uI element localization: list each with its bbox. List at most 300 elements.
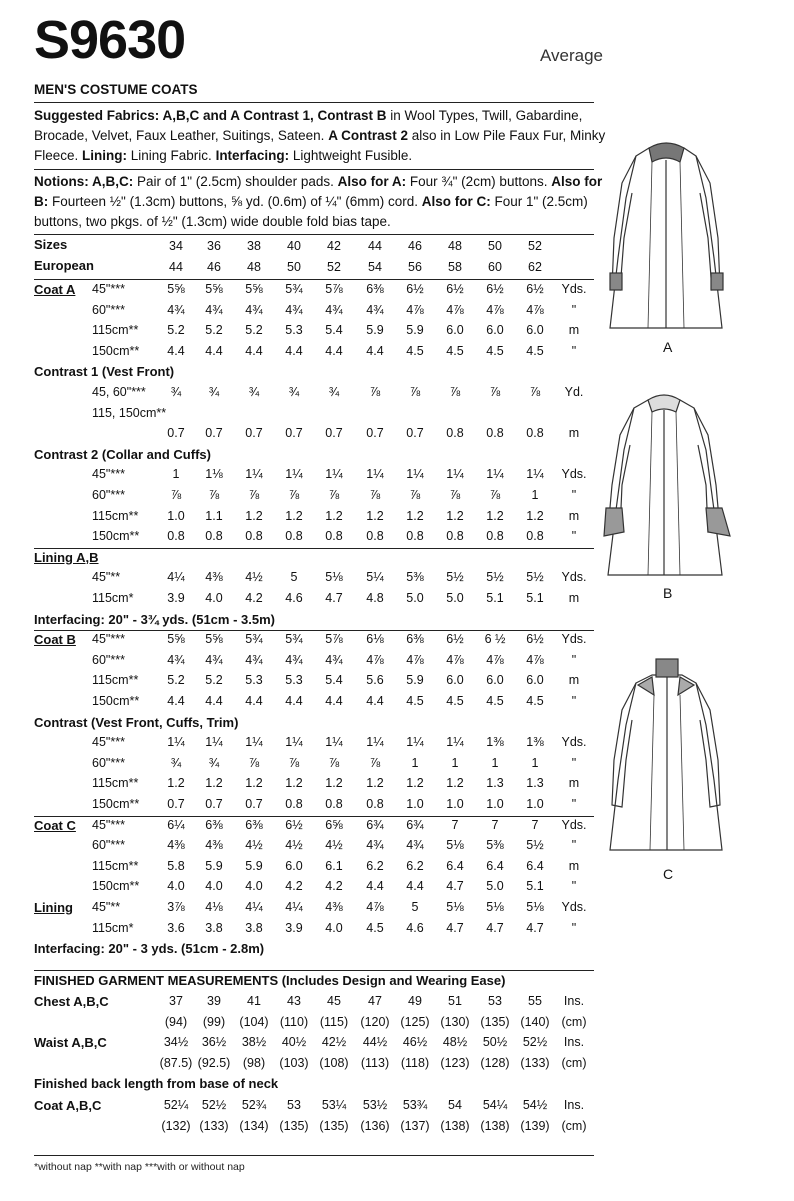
unit-label: Yds.	[561, 735, 587, 750]
yardage-cell: 7	[531, 817, 539, 832]
yardage-cell: 4½	[325, 838, 343, 853]
yardage-cell: 5	[411, 900, 419, 914]
unit-label: m	[568, 858, 580, 873]
yardage-cell: 4.0	[205, 591, 223, 605]
yardage-cell: 4⅞	[406, 652, 424, 667]
yardage-cell: 1	[451, 755, 459, 770]
yardage-cell: 5.2	[205, 673, 223, 688]
yardage-cell: 0.7	[167, 797, 185, 811]
yardage-cell: 0.8	[446, 529, 464, 544]
size-cell: 44	[368, 239, 382, 253]
yardage-cell: 5¾	[285, 282, 303, 296]
yardage-cell: 4.4	[245, 343, 263, 358]
unit-label: Ins.	[563, 1098, 585, 1112]
yardage-cell: 4.5	[446, 343, 464, 358]
yardage-cell: 6.0	[486, 673, 504, 688]
fabric-width: 115cm**	[92, 776, 139, 791]
yardage-cell: 0.8	[325, 797, 343, 811]
yardage-cell: 4⅞	[446, 302, 464, 317]
yardage-cell: 5.3	[285, 673, 303, 688]
yardage-cell: 4¾	[167, 302, 185, 317]
yardage-cell: 6.4	[446, 858, 464, 873]
fabrics-line-2: Brocade, Velvet, Faux Leather, Suitings, Sateen. A Contrast 2 also in Low Pile Faux Fur, Minky	[34, 128, 606, 143]
european-size-cell: 54	[368, 260, 382, 274]
yardage-cell: 4.7	[446, 879, 464, 894]
yardage-cell: 1.2	[325, 776, 343, 791]
yardage-cell: 3.9	[167, 591, 185, 605]
view-c-label: C	[663, 866, 674, 882]
unit-label: "	[571, 652, 577, 667]
yardage-cell: 4.5	[486, 343, 504, 358]
european-size-cell: 44	[169, 260, 183, 274]
measurement-cell: (108)	[319, 1055, 349, 1070]
yardage-cell: 4¾	[245, 652, 263, 667]
measurement-cell: (120)	[360, 1014, 390, 1029]
finished-measurements-heading: FINISHED GARMENT MEASUREMENTS (Includes Design and Wearing Ease)	[34, 973, 506, 988]
yardage-cell: 4¾	[285, 302, 303, 317]
measurement-cell: 53	[488, 994, 502, 1008]
yardage-cell: 5¾	[245, 632, 263, 647]
divider	[34, 816, 594, 817]
yardage-cell: 1.2	[406, 508, 424, 523]
yardage-cell: 5¼	[366, 570, 384, 585]
yardage-cell: 1¼	[285, 467, 303, 482]
fabric-width: 60"***	[92, 302, 125, 317]
yardage-cell: 4.4	[366, 694, 384, 708]
size-cell: 34	[169, 239, 183, 253]
fabric-width: 60"***	[92, 488, 125, 502]
yardage-cell: 4.4	[167, 343, 185, 358]
yardage-cell: 0.7	[205, 797, 223, 811]
yardage-cell: ¾	[288, 385, 300, 399]
measurement-cell: (133)	[199, 1119, 229, 1133]
fabric-width: 60"***	[92, 838, 125, 853]
divider	[34, 102, 594, 103]
yardage-cell: 6.0	[526, 323, 544, 338]
unit-label: m	[568, 673, 580, 688]
yardage-cell: 0.8	[486, 426, 504, 441]
unit-label: "	[571, 343, 577, 358]
measurement-cell: 54½	[522, 1098, 548, 1112]
measurement-label: Waist A,B,C	[34, 1035, 107, 1050]
measurement-cell: 50½	[482, 1035, 508, 1049]
yardage-cell: 5.2	[205, 323, 223, 338]
yardage-cell: 0.7	[245, 797, 263, 811]
yardage-cell: 1.0	[406, 797, 424, 811]
yardage-cell: 6¾	[366, 817, 384, 832]
yardage-cell: 5⅜	[406, 570, 424, 585]
yardage-cell: 4.4	[205, 694, 223, 708]
measurement-cell: (128)	[480, 1055, 510, 1070]
fabric-width: 115cm*	[92, 591, 134, 605]
yardage-cell: 5.9	[205, 858, 223, 873]
yardage-cell: 0.8	[366, 797, 384, 811]
yardage-cell: 5.1	[526, 879, 544, 894]
yardage-cell: 1¼	[167, 735, 185, 750]
yardage-cell: 1.0	[486, 797, 504, 811]
yardage-cell: 1.3	[486, 776, 504, 791]
yardage-cell: 1.0	[446, 797, 464, 811]
yardage-cell: 5.3	[285, 323, 303, 338]
notions-line-3: buttons, two pkgs. of ½" (1.3cm) wide double fold bias tape.	[34, 214, 391, 229]
measurement-cell: 44½	[362, 1035, 388, 1049]
fabric-width: 45"**	[92, 900, 121, 914]
yardage-cell: 4.4	[325, 694, 343, 708]
yardage-cell: 5⅝	[245, 282, 263, 296]
yardage-cell: 5⅞	[325, 282, 343, 296]
yardage-cell: 1.2	[285, 508, 303, 523]
yardage-cell: 4.0	[325, 920, 343, 935]
yardage-cell: 4.5	[526, 694, 544, 708]
yardage-cell: 0.7	[325, 426, 343, 441]
unit-label: Yd.	[564, 385, 584, 399]
yardage-cell: 4.4	[325, 343, 343, 358]
size-cell: 40	[287, 239, 301, 253]
yardage-cell: 1	[172, 467, 180, 482]
yardage-cell: 5.4	[325, 323, 343, 338]
yardage-cell: ⅞	[409, 488, 421, 502]
unit-label: "	[571, 302, 577, 317]
yardage-cell: 7	[451, 817, 459, 832]
interfacing-note: Interfacing: 20" - 3 yds. (51cm - 2.8m)	[34, 941, 265, 957]
yardage-cell: 1.2	[366, 508, 384, 523]
yardage-cell: 4.4	[167, 694, 185, 708]
measurement-cell: 48½	[442, 1035, 468, 1049]
yardage-cell: 0.8	[245, 529, 263, 544]
yardage-cell: ⅞	[449, 385, 461, 399]
yardage-cell: 3.8	[205, 920, 223, 935]
yardage-cell: 4.4	[205, 343, 223, 358]
fabric-width: 150cm**	[92, 879, 140, 894]
yardage-cell: 4.4	[285, 343, 303, 358]
yardage-cell: 4⅛	[205, 900, 223, 914]
yardage-cell: 3.9	[285, 920, 303, 935]
coat-a-illustration	[604, 138, 734, 343]
measurement-cell: (132)	[161, 1119, 191, 1133]
european-size-cell: 60	[488, 260, 502, 274]
measurement-cell: (140)	[520, 1014, 550, 1029]
yardage-cell: 4.2	[285, 879, 303, 894]
yardage-cell: 0.8	[205, 529, 223, 544]
yardage-cell: 0.8	[285, 797, 303, 811]
pattern-number: S9630	[34, 10, 186, 70]
yardage-cell: 6.0	[486, 323, 504, 338]
measurement-cell: 45	[327, 994, 341, 1008]
yardage-cell: 0.8	[167, 529, 185, 544]
yardage-cell: 4.4	[366, 879, 384, 894]
yardage-cell: 1¼	[406, 735, 424, 750]
yardage-cell: 0.7	[406, 426, 424, 441]
yardage-cell: 6½	[446, 282, 464, 296]
measurement-cell: (113)	[360, 1055, 390, 1070]
unit-label: Yds.	[561, 570, 587, 585]
yardage-cell: 4.5	[526, 343, 544, 358]
unit-label: m	[568, 508, 580, 523]
yardage-cell: 5.4	[325, 673, 343, 688]
view-b-label: B	[663, 585, 673, 601]
yardage-cell: 4¼	[167, 570, 185, 585]
yardage-cell: 5.9	[406, 323, 424, 338]
yardage-cell: 4.0	[245, 879, 263, 894]
yardage-cell: 6⅜	[406, 632, 424, 647]
difficulty-level: Average	[540, 46, 604, 65]
yardage-cell: 0.7	[167, 426, 185, 441]
yardage-cell: 1.1	[205, 508, 223, 523]
unit-label: "	[571, 488, 577, 502]
yardage-cell: 6½	[486, 282, 504, 296]
yardage-cell: 0.7	[205, 426, 223, 441]
unit-label: "	[571, 529, 577, 544]
yardage-cell: 4.5	[366, 920, 384, 935]
measurement-cell: 42½	[321, 1035, 347, 1049]
measurement-cell: 39	[207, 994, 221, 1008]
yardage-cell: 1¼	[526, 467, 544, 482]
yardage-cell: 5.1	[526, 591, 544, 605]
fabric-width: 150cm**	[92, 529, 140, 544]
yardage-cell: 4¾	[285, 652, 303, 667]
yardage-cell: 5.8	[167, 858, 185, 873]
yardage-cell: 5.0	[446, 591, 464, 605]
yardage-cell: ⅞	[248, 755, 260, 770]
yardage-cell: 0.8	[325, 529, 343, 544]
unit-label: "	[571, 879, 577, 894]
size-cell: 48	[448, 239, 462, 253]
yardage-cell: 4⅜	[205, 838, 223, 853]
yardage-cell: 4⅞	[486, 302, 504, 317]
fabric-width: 115cm**	[92, 508, 139, 523]
notions-line-2: B: Fourteen ½" (1.3cm) buttons, ⅝ yd. (0.6m) of ¼" (6mm) cord. Also for C: Four 1" (2.5cm)	[34, 194, 588, 209]
yardage-cell: 5.3	[245, 673, 263, 688]
yardage-cell: 4⅞	[366, 652, 384, 667]
yardage-cell: 6½	[526, 632, 544, 647]
fabric-width: 45"**	[92, 570, 121, 585]
yardage-cell: 5.0	[486, 879, 504, 894]
fabric-width: 45, 60"***	[92, 385, 146, 399]
yardage-cell: ⅞	[529, 385, 541, 399]
yardage-cell: 4¾	[366, 302, 384, 317]
yardage-cell: 0.7	[285, 426, 303, 441]
unit-label: (cm)	[561, 1055, 587, 1070]
yardage-cell: 6.0	[526, 673, 544, 688]
yardage-cell: 5.9	[406, 673, 424, 688]
yardage-cell: 4.5	[486, 694, 504, 708]
yardage-cell: 4⅜	[167, 838, 185, 853]
yardage-cell: 6¾	[406, 817, 424, 832]
yardage-cell: 4¾	[245, 302, 263, 317]
measurement-cell: 52¼	[163, 1098, 189, 1112]
measurement-cell: 52¾	[241, 1098, 267, 1112]
yardage-cell: 4⅜	[325, 900, 343, 914]
measurement-cell: (87.5)	[159, 1055, 193, 1070]
yardage-cell: 5½	[446, 570, 464, 585]
measurement-cell: 55	[528, 994, 542, 1008]
yardage-cell: 1.2	[526, 508, 544, 523]
fabric-width: 45"***	[92, 282, 125, 296]
yardage-cell: 1.2	[446, 776, 464, 791]
measurement-cell: 52½	[201, 1098, 227, 1112]
yardage-cell: 4.6	[285, 591, 303, 605]
yardage-cell: 5½	[486, 570, 504, 585]
yardage-cell: 5⅞	[325, 632, 343, 647]
unit-label: Yds.	[561, 282, 587, 296]
size-cell: 52	[528, 239, 542, 253]
coat-c-illustration	[604, 655, 734, 860]
yardage-cell: 4.4	[406, 879, 424, 894]
measurement-cell: 37	[169, 994, 183, 1008]
measurement-cell: (98)	[242, 1055, 266, 1070]
yardage-cell: 0.7	[366, 426, 384, 441]
coat-b-illustration	[598, 390, 738, 590]
yardage-cell: 5.2	[167, 673, 185, 688]
european-size-cell: 46	[207, 260, 221, 274]
yardage-cell: ¾	[208, 755, 220, 770]
yardage-cell: 5⅛	[526, 900, 544, 914]
yardage-cell: 4½	[285, 838, 303, 853]
yardage-cell: 4.7	[325, 591, 343, 605]
yardage-cell: 4⅞	[446, 652, 464, 667]
european-size-cell: 50	[287, 260, 301, 274]
yardage-cell: 1.2	[406, 776, 424, 791]
yardage-cell: ⅞	[369, 385, 381, 399]
yardage-cell: 1	[411, 755, 419, 770]
yardage-cell: 1¼	[366, 735, 384, 750]
yardage-cell: 5⅝	[205, 632, 223, 647]
measurement-cell: 43	[287, 994, 301, 1008]
yardage-cell: 1¼	[285, 735, 303, 750]
measurement-cell: (137)	[400, 1119, 430, 1133]
unit-label: (cm)	[561, 1014, 587, 1029]
yardage-cell: 4.4	[245, 694, 263, 708]
measurement-cell: (125)	[400, 1014, 430, 1029]
yardage-cell: 4.0	[205, 879, 223, 894]
yardage-cell: 5.9	[245, 858, 263, 873]
yardage-cell: 4.2	[325, 879, 343, 894]
view-a-label: A	[663, 339, 673, 355]
view-section-label: Lining A,B	[34, 549, 99, 565]
yardage-cell: ¾	[248, 385, 260, 399]
divider	[34, 548, 594, 549]
yardage-cell: 1.2	[446, 508, 464, 523]
yardage-cell: 4¼	[245, 900, 263, 914]
yardage-cell: 1.2	[285, 776, 303, 791]
yardage-cell: ⅞	[449, 488, 461, 502]
yardage-cell: 1¼	[245, 735, 263, 750]
notions-line-1: Notions: A,B,C: Pair of 1" (2.5cm) shoulder pads. Also for A: Four ¾" (2cm) buttons. Also for	[34, 174, 603, 189]
yardage-cell: 5½	[526, 570, 544, 585]
fabrics-line-3: Fleece. Lining: Lining Fabric. Interfacing: Lightweight Fusible.	[34, 148, 413, 163]
yardage-cell: 1.2	[366, 776, 384, 791]
yardage-cell: 5⅝	[167, 632, 185, 647]
yardage-cell: ¾	[170, 385, 182, 399]
back-length-heading: Finished back length from base of neck	[34, 1076, 279, 1091]
fabric-width: 150cm**	[92, 694, 140, 708]
yardage-cell: 6⅜	[366, 282, 384, 296]
yardage-cell: 5.6	[366, 673, 384, 688]
divider	[34, 234, 594, 235]
yardage-cell: 1⅜	[526, 735, 544, 750]
unit-label: Yds.	[561, 632, 587, 647]
size-cell: 42	[327, 239, 341, 253]
measurement-cell: (103)	[279, 1055, 309, 1070]
yardage-cell: 4.5	[406, 694, 424, 708]
yardage-cell: 4⅞	[406, 302, 424, 317]
yardage-cell: 6½	[285, 817, 303, 832]
yardage-cell: 6.4	[486, 858, 504, 873]
yardage-cell: 5½	[526, 838, 544, 853]
measurement-cell: 53¾	[402, 1098, 428, 1112]
yardage-cell: 0.8	[526, 426, 544, 441]
yardage-cell: 4⅞	[486, 652, 504, 667]
fabric-width: 115cm**	[92, 673, 139, 688]
yardage-cell: 4¾	[205, 652, 223, 667]
yardage-cell: ⅞	[369, 488, 381, 502]
measurement-cell: 34½	[163, 1035, 189, 1049]
divider	[34, 970, 594, 971]
unit-label: m	[568, 323, 580, 338]
yardage-cell: 5⅛	[325, 570, 343, 585]
yardage-cell: 5	[290, 570, 298, 585]
yardage-cell: ⅞	[489, 385, 501, 399]
yardage-cell: 0.8	[446, 426, 464, 441]
fabric-width: 150cm**	[92, 797, 140, 811]
yardage-cell: 6.0	[446, 323, 464, 338]
fabric-width: 115cm*	[92, 920, 134, 935]
yardage-cell: ⅞	[288, 755, 300, 770]
yardage-cell: 4¾	[167, 652, 185, 667]
yardage-cell: 6½	[406, 282, 424, 296]
unit-label: (cm)	[561, 1119, 587, 1133]
yardage-cell: 4¾	[205, 302, 223, 317]
yardage-cell: 5⅝	[167, 282, 185, 296]
yardage-cell: 1¼	[325, 735, 343, 750]
yardage-cell: 1.2	[245, 508, 263, 523]
measurement-cell: (104)	[239, 1014, 269, 1029]
yardage-cell: 1¼	[325, 467, 343, 482]
european-size-cell: 52	[327, 260, 341, 274]
yardage-cell: 1.2	[486, 508, 504, 523]
section-heading: Contrast 1 (Vest Front)	[34, 364, 175, 380]
yardage-cell: 6.0	[285, 858, 303, 873]
yardage-cell: 4⅞	[366, 900, 384, 914]
yardage-cell: ¾	[170, 755, 182, 770]
measurement-cell: 52½	[522, 1035, 548, 1049]
european-size-cell: 58	[448, 260, 462, 274]
yardage-cell: 4.7	[486, 920, 504, 935]
yardage-cell: 5.2	[245, 323, 263, 338]
fabric-width: 60"***	[92, 755, 125, 770]
measurement-cell: 46½	[402, 1035, 428, 1049]
yardage-cell: 0.8	[486, 529, 504, 544]
yardage-cell: ⅞	[170, 488, 182, 502]
measurement-cell: (92.5)	[197, 1055, 231, 1070]
yardage-cell: 6.1	[325, 858, 343, 873]
fabrics-line-1: Suggested Fabrics: A,B,C and A Contrast 1, Contrast B in Wool Types, Twill, Gabardine,	[34, 108, 583, 123]
fabric-width: 45"***	[92, 467, 125, 482]
yardage-cell: 1¼	[446, 467, 464, 482]
yardage-cell: 1⅛	[205, 467, 223, 482]
measurement-label: Coat A,B,C	[34, 1098, 102, 1113]
yardage-cell: 1.2	[245, 776, 263, 791]
european-size-cell: 48	[247, 260, 261, 274]
yardage-cell: 1	[531, 755, 539, 770]
measurement-cell: 51	[448, 994, 462, 1008]
view-section-label: Coat A	[34, 282, 76, 297]
measurement-cell: (94)	[164, 1014, 188, 1029]
measurement-cell: (138)	[440, 1119, 470, 1133]
yardage-cell: 5⅝	[205, 282, 223, 296]
yardage-cell: 0.7	[245, 426, 263, 441]
yardage-cell: 3⅞	[167, 900, 185, 914]
